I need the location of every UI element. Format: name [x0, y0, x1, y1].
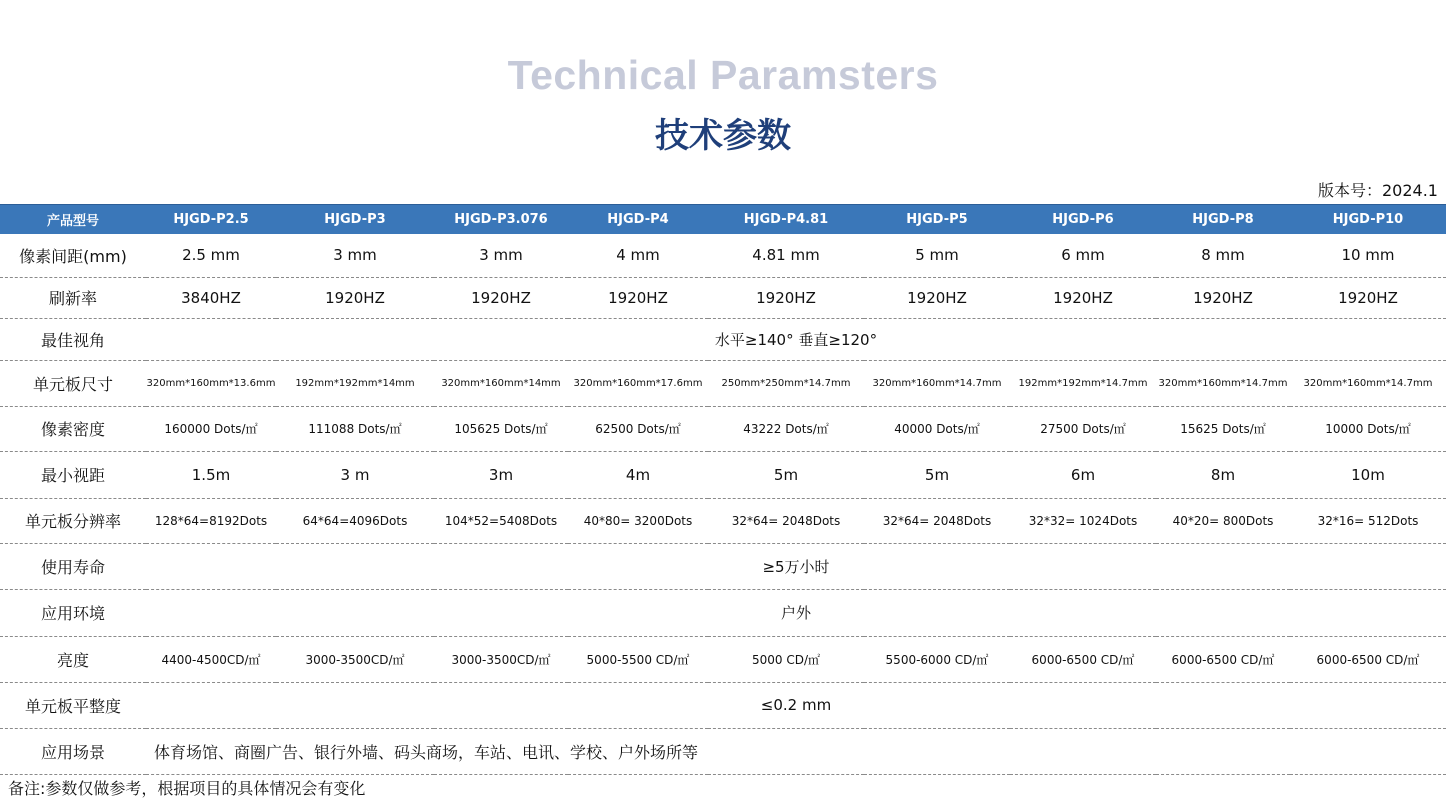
row-label: 像素密度: [0, 406, 146, 451]
table-cell: ≤0.2 mm: [146, 682, 1446, 728]
table-cell: 40*80= 3200Dots: [568, 498, 708, 543]
table-cell: 5m: [864, 451, 1010, 498]
row-label: 使用寿命: [0, 543, 146, 589]
table-row: [0, 589, 1446, 636]
header-cell: HJGD-P4: [568, 205, 708, 235]
table-cell: 320mm*160mm*14.7mm: [1156, 360, 1290, 406]
table-cell: 104*52=5408Dots: [434, 498, 568, 543]
header-cell: HJGD-P3: [276, 205, 434, 235]
table-cell: 5 mm: [864, 234, 1010, 277]
table-cell: 3 m: [276, 451, 434, 498]
table-cell: 1920HZ: [1010, 277, 1156, 318]
table-cell: 5m: [708, 451, 864, 498]
table-cell: 1920HZ: [1290, 277, 1446, 318]
table-cell: 320mm*160mm*17.6mm: [568, 360, 708, 406]
row-label: 应用场景: [0, 728, 146, 774]
version-label: 版本号：2024.1: [1318, 181, 1438, 200]
table-cell: 1920HZ: [434, 277, 568, 318]
table-cell: 10000 Dots/㎡: [1290, 406, 1446, 451]
table-cell: 160000 Dots/㎡: [146, 406, 276, 451]
row-label: 刷新率: [0, 277, 146, 318]
row-label: 单元板平整度: [0, 682, 146, 728]
table-cell: 8 mm: [1156, 234, 1290, 277]
table-cell: 15625 Dots/㎡: [1156, 406, 1290, 451]
table-cell: 32*64= 2048Dots: [864, 498, 1010, 543]
table-cell: 3 mm: [276, 234, 434, 277]
table-row: [0, 543, 1446, 589]
table-cell: 1920HZ: [276, 277, 434, 318]
table-cell: 320mm*160mm*13.6mm: [146, 360, 276, 406]
table-cell: 1920HZ: [864, 277, 1010, 318]
table-cell: 40000 Dots/㎡: [864, 406, 1010, 451]
table-row: [0, 406, 1446, 451]
page-title-english: Technical Paramsters: [507, 52, 939, 98]
table-cell: 3 mm: [434, 234, 568, 277]
table-cell: 3000-3500CD/㎡: [434, 636, 568, 682]
table-cell: 320mm*160mm*14mm: [434, 360, 568, 406]
table-cell: 户外: [146, 589, 1446, 636]
table-row: [0, 728, 1446, 774]
table-cell: 4400-4500CD/㎡: [146, 636, 276, 682]
table-row: [0, 234, 1446, 277]
table-row: [0, 682, 1446, 728]
table-cell: 1920HZ: [568, 277, 708, 318]
header-cell: HJGD-P4.81: [708, 205, 864, 235]
table-cell: ≥5万小时: [146, 543, 1446, 589]
row-label: 单元板分辨率: [0, 498, 146, 543]
table-cell: 体育场馆、商圈广告、银行外墙、码头商场，车站、电讯、学校、户外场所等: [146, 728, 1446, 774]
row-label: 应用环境: [0, 589, 146, 636]
table-cell: 5000 CD/㎡: [708, 636, 864, 682]
header-cell: HJGD-P6: [1010, 205, 1156, 235]
table-cell: 10m: [1290, 451, 1446, 498]
table-cell: 4 mm: [568, 234, 708, 277]
table-cell: 3m: [434, 451, 568, 498]
table-cell: 32*16= 512Dots: [1290, 498, 1446, 543]
table-cell: 5000-5500 CD/㎡: [568, 636, 708, 682]
table-row: [0, 451, 1446, 498]
row-label: 最佳视角: [0, 318, 146, 360]
table-row: [0, 636, 1446, 682]
table-cell: 5500-6000 CD/㎡: [864, 636, 1010, 682]
table-cell: 1920HZ: [708, 277, 864, 318]
table-cell: 6000-6500 CD/㎡: [1156, 636, 1290, 682]
header-cell: HJGD-P5: [864, 205, 1010, 235]
footnote: 备注:参数仅做参考，根据项目的具体情况会有变化: [8, 779, 366, 798]
table-cell: 6m: [1010, 451, 1156, 498]
table-cell: 6000-6500 CD/㎡: [1290, 636, 1446, 682]
table-cell: 250mm*250mm*14.7mm: [708, 360, 864, 406]
table-cell: 128*64=8192Dots: [146, 498, 276, 543]
table-cell: 27500 Dots/㎡: [1010, 406, 1156, 451]
table-header-row: [0, 205, 1446, 235]
table-cell: 6000-6500 CD/㎡: [1010, 636, 1156, 682]
table-cell: 4.81 mm: [708, 234, 864, 277]
table-cell: 320mm*160mm*14.7mm: [864, 360, 1010, 406]
table-cell: 1920HZ: [1156, 277, 1290, 318]
table-cell: 8m: [1156, 451, 1290, 498]
row-label: 像素间距(mm): [0, 234, 146, 277]
table-row: [0, 277, 1446, 318]
table-cell: 320mm*160mm*14.7mm: [1290, 360, 1446, 406]
table-row: [0, 318, 1446, 360]
table-row: [0, 498, 1446, 543]
table-cell: 192mm*192mm*14mm: [276, 360, 434, 406]
table-cell: 43222 Dots/㎡: [708, 406, 864, 451]
table-cell: 62500 Dots/㎡: [568, 406, 708, 451]
table-cell: 40*20= 800Dots: [1156, 498, 1290, 543]
row-label: 单元板尺寸: [0, 360, 146, 406]
table-cell: 6 mm: [1010, 234, 1156, 277]
row-label: 亮度: [0, 636, 146, 682]
header-cell: HJGD-P2.5: [146, 205, 276, 235]
row-label: 最小视距: [0, 451, 146, 498]
table-cell: 32*32= 1024Dots: [1010, 498, 1156, 543]
table-cell: 4m: [568, 451, 708, 498]
header-cell: HJGD-P10: [1290, 205, 1446, 235]
table-cell: 64*64=4096Dots: [276, 498, 434, 543]
table-cell: 192mm*192mm*14.7mm: [1010, 360, 1156, 406]
table-row: [0, 360, 1446, 406]
table-cell: 水平≥140° 垂直≥120°: [146, 318, 1446, 360]
table-cell: 3000-3500CD/㎡: [276, 636, 434, 682]
table-cell: 2.5 mm: [146, 234, 276, 277]
header-cell: HJGD-P8: [1156, 205, 1290, 235]
table-cell: 3840HZ: [146, 277, 276, 318]
spec-table: [0, 204, 1446, 775]
table-cell: 1.5m: [146, 451, 276, 498]
table-cell: 32*64= 2048Dots: [708, 498, 864, 543]
page-title-chinese: 技术参数: [655, 116, 791, 156]
table-cell: 111088 Dots/㎡: [276, 406, 434, 451]
table-cell: 10 mm: [1290, 234, 1446, 277]
table-cell: 105625 Dots/㎡: [434, 406, 568, 451]
header-cell: HJGD-P3.076: [434, 205, 568, 235]
header-cell: 产品型号: [0, 205, 146, 235]
